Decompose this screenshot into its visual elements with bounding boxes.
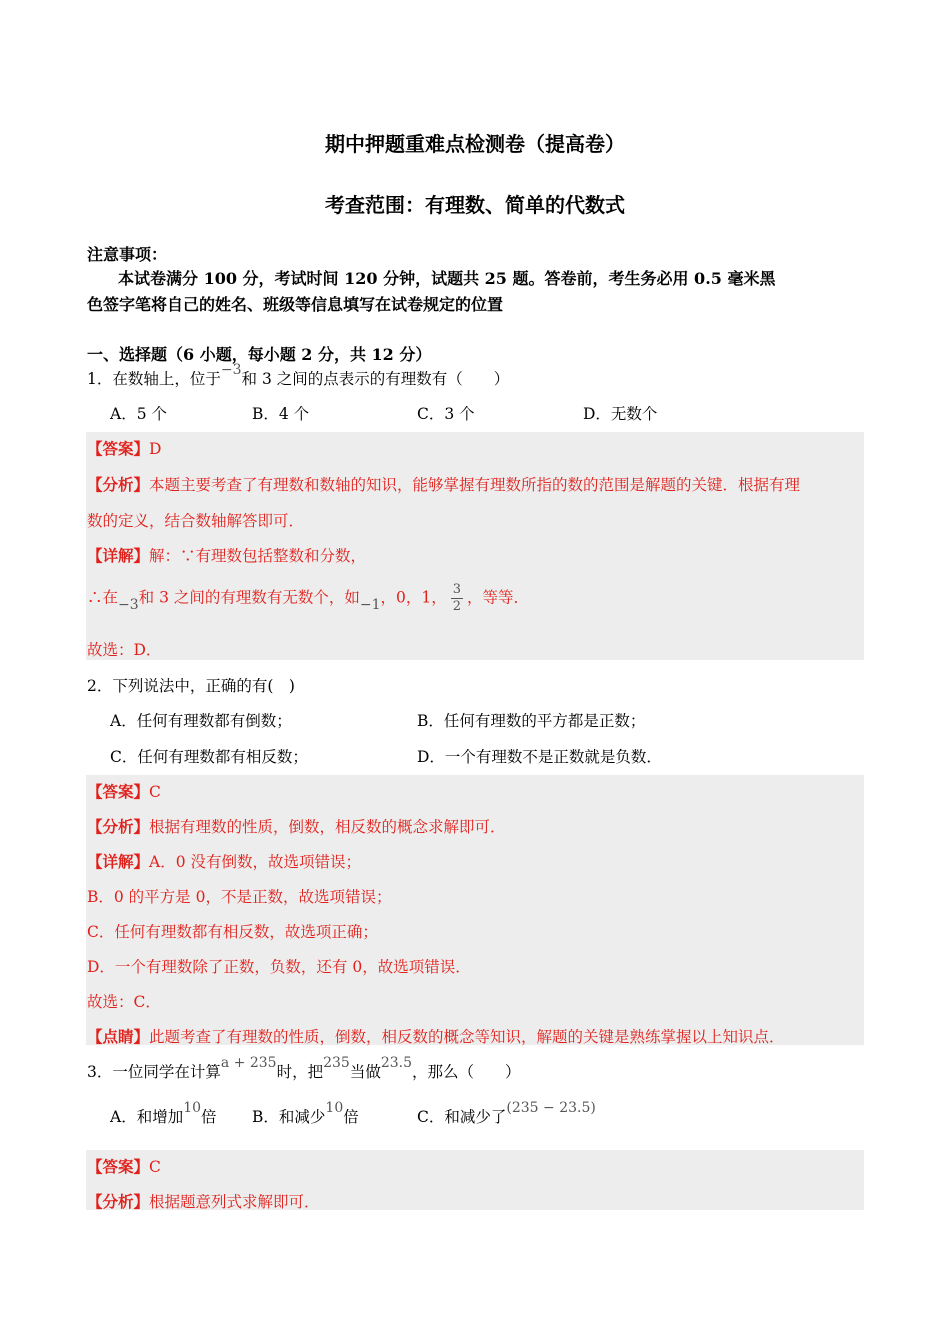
- q1-option-a: A．5 个: [110, 405, 167, 423]
- q1-answer: 【答案】D: [87, 439, 162, 458]
- q3-answer: 【答案】C: [87, 1157, 161, 1176]
- q2-detail-c: C．任何有理数都有相反数，故选项正确；: [87, 923, 378, 941]
- q1-conclusion: 故选：D．: [87, 641, 162, 659]
- q1-option-d: D．无数个: [583, 405, 658, 423]
- q3-option-a: A．和增加10倍: [110, 1100, 217, 1126]
- section-heading: 一、选择题（6 小题，每小题 2 分，共 12 分）: [87, 345, 432, 364]
- q2-option-a: A．任何有理数都有倒数；: [110, 712, 292, 730]
- q2-answer: 【答案】C: [87, 782, 161, 801]
- q3-option-b: B．和减少10倍: [252, 1100, 359, 1126]
- q1-detail-cont: ∴在−3和 3 之间的有理数有无数个，如−1，0，1， $\frac{3}{2}$ ，等等．: [87, 582, 530, 614]
- q2-analysis: 【分析】根据有理数的性质，倒数，相反数的概念求解即可．: [87, 817, 506, 836]
- notice-heading: 注意事项：: [87, 245, 168, 264]
- exam-scope: 考查范围：有理数、简单的代数式: [325, 193, 625, 217]
- q1-stem: 1．在数轴上，位于−3和 3 之间的点表示的有理数有（ ）: [87, 362, 510, 388]
- q2-option-c: C．任何有理数都有相反数；: [110, 748, 308, 766]
- q2-detail-d: D．一个有理数除了正数，负数，还有 0，故选项错误．: [87, 958, 471, 976]
- q2-stem: 2．下列说法中，正确的有( ): [87, 677, 295, 695]
- q1-option-c: C．3 个: [417, 405, 475, 423]
- q2-detail-b: B．0 的平方是 0，不是正数，故选项错误；: [87, 888, 392, 906]
- q3-analysis: 【分析】根据题意列式求解即可．: [87, 1192, 320, 1211]
- exam-title: 期中押题重难点检测卷（提高卷）: [325, 132, 625, 156]
- notice-line-2: 色签字笔将自己的姓名、班级等信息填写在试卷规定的位置: [87, 295, 504, 314]
- q2-conclusion: 故选：C．: [87, 993, 161, 1011]
- fraction: $\frac{3}{2}$: [452, 582, 462, 614]
- q2-option-d: D．一个有理数不是正数就是负数．: [417, 748, 662, 766]
- q3-stem: 3．一位同学在计算a + 235时，把235当做23.5，那么（ ）: [87, 1055, 521, 1081]
- q1-detail: 【详解】解：∵有理数包括整数和分数，: [87, 546, 367, 565]
- q2-comment: 【点睛】此题考查了有理数的性质，倒数，相反数的概念等知识，解题的关键是熟练掌握以上知识点．: [87, 1027, 785, 1046]
- q2-detail: 【详解】A．0 没有倒数，故选项错误；: [87, 852, 361, 871]
- q1-analysis: 【分析】本题主要考查了有理数和数轴的知识，能够掌握有理数所指的数的范围是解题的关键．根据有理: [87, 475, 801, 494]
- q3-option-c: C．和减少了(235 − 23.5): [417, 1100, 596, 1126]
- q1-analysis-cont: 数的定义，结合数轴解答即可．: [87, 512, 305, 530]
- notice-line-1: 本试卷满分 100 分，考试时间 120 分钟，试题共 25 题。答卷前，考生务必用 0.5 毫米黑: [118, 269, 776, 288]
- q1-option-b: B．4 个: [252, 405, 310, 423]
- q2-option-b: B．任何有理数的平方都是正数；: [417, 712, 646, 730]
